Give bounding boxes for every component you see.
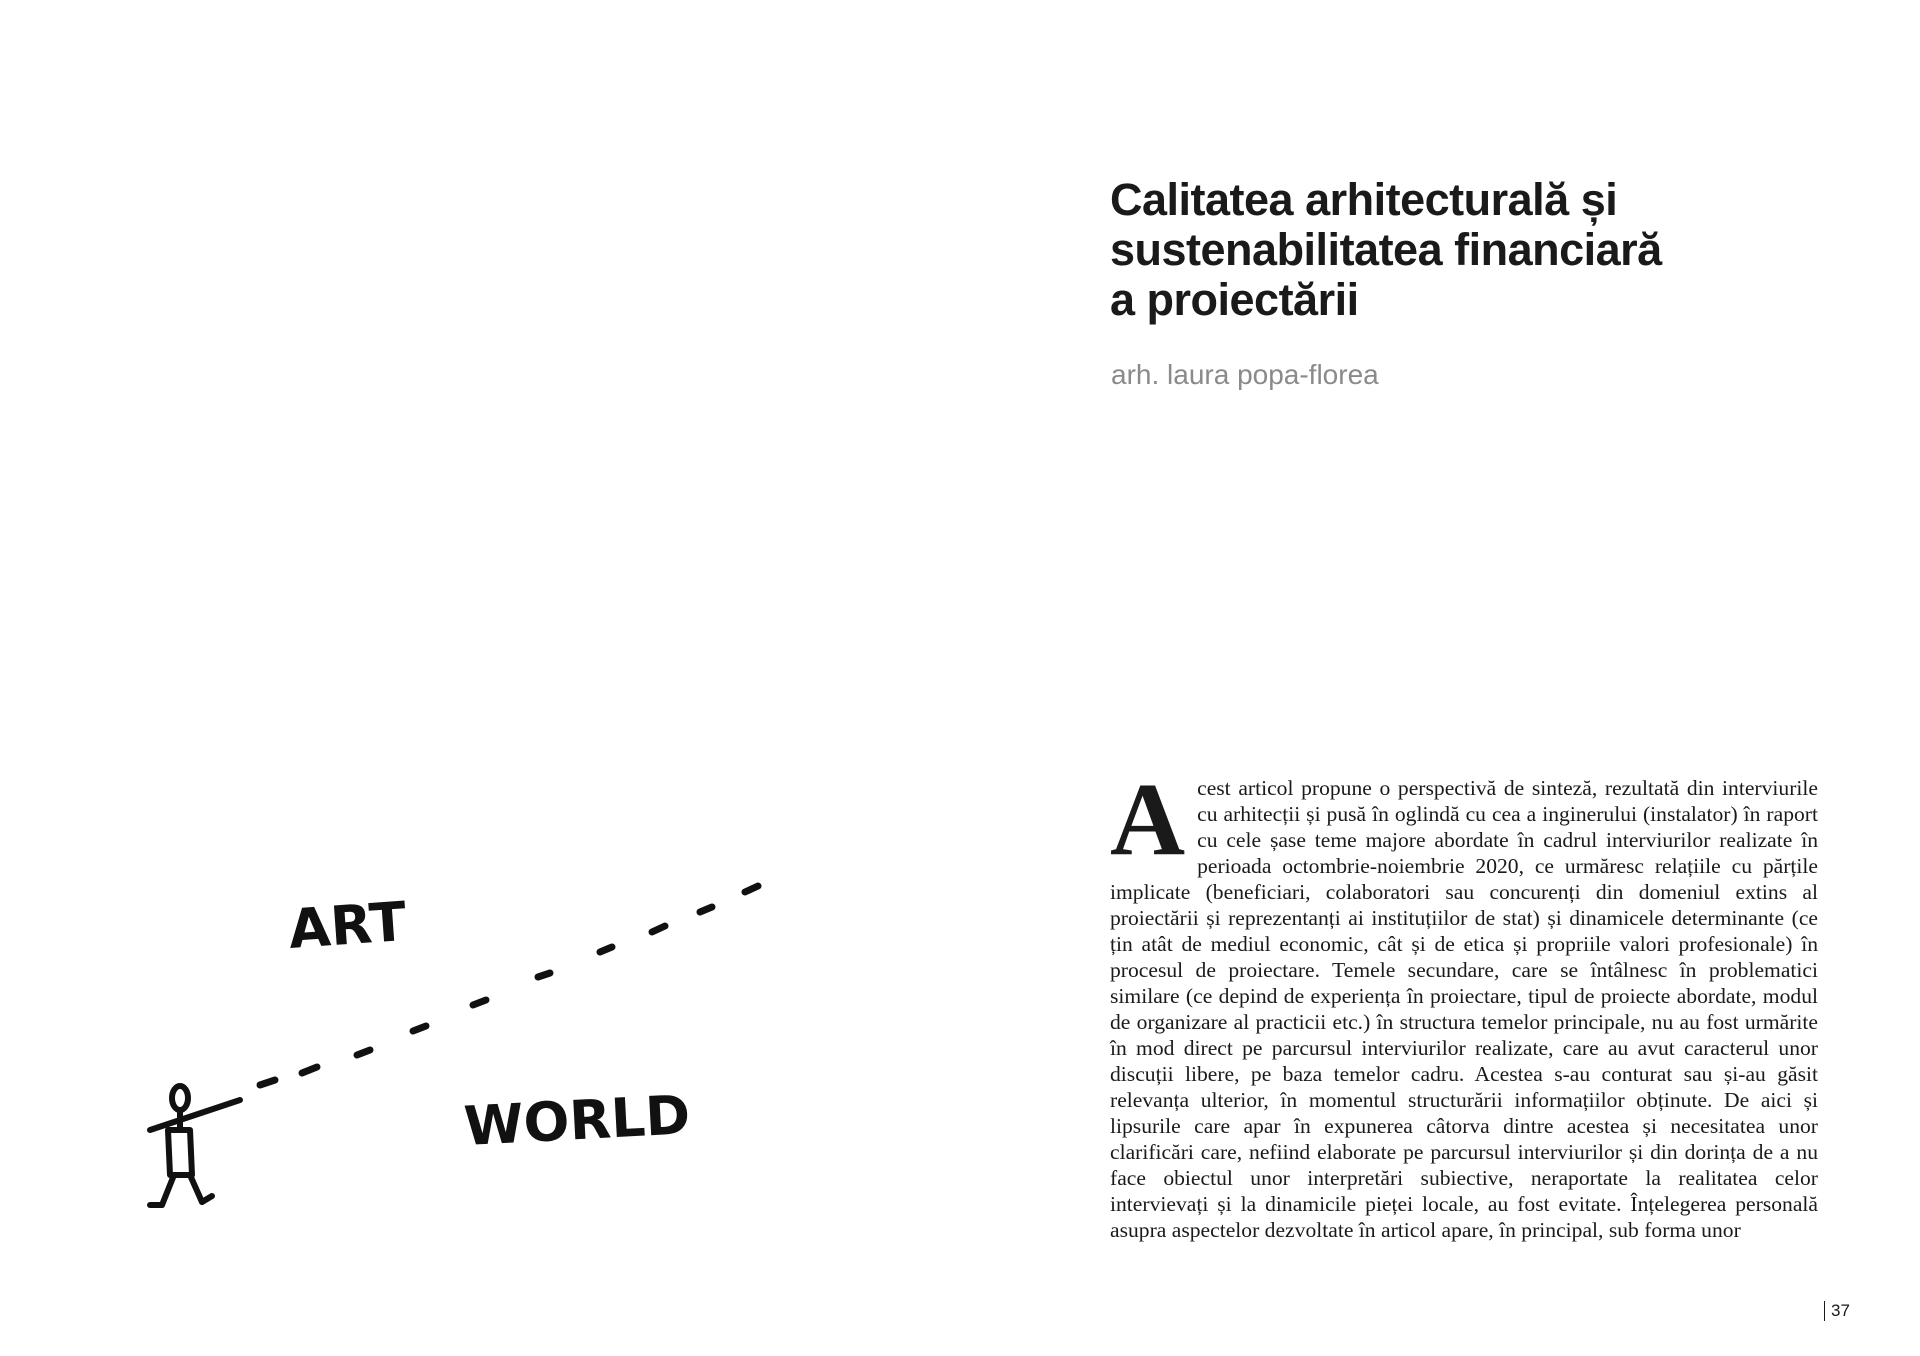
art-world-illustration	[130, 840, 830, 1220]
article-title	[1110, 175, 1750, 325]
article-title-line: a proiectării	[1110, 274, 1359, 325]
page-footer	[1824, 1300, 1850, 1322]
drop-cap: A	[1110, 762, 1186, 877]
stick-figure	[150, 1086, 240, 1205]
illustration-word-art: ART	[286, 889, 409, 961]
illustration-drawing	[130, 840, 830, 1220]
article-title-line: Calitatea arhitecturală și	[1110, 174, 1618, 225]
article-body	[1110, 762, 1818, 1243]
page-number: 37	[1831, 1301, 1850, 1320]
article-body-text: cest articol propune o perspectivă de sinteză, rezultată din interviurile cu arhitecții și pusă în oglindă cu cea a inginerului (instalator) în raport cu cele șase teme majore abordate în cadrul interviurilor realizate în perioada octombrie-noiembrie 2020, ce urmăresc relațiile cu părțile implicate (beneficiari, colaboratori sau concurenți din domeniul extins al proiectării și reprezentanți ai instituțiilor de stat) și dinamicele determinante (ce țin atât de mediul economic, cât și de etica și propriile valori profesionale) în procesul de proiectare. Temele secundare, care se întâlnesc în problematici similare (ce depind de experiența în proiectare, tipul de proiecte abordate, modul de organizare al practicii etc.) în structura temelor principale, nu au fost urmărite în mod direct pe parcursul interviurilor realizate, care au avut caracterul unor discuții libere, pe baza temelor cadru. Acestea s-au conturat sau și-au găsit relevanța ulterior, în momentul structurării informațiilor obținute. De aici și lipsurile care apar în expunerea câtorva dintre acestea și necesitatea unor clarificări care, nefiind elaborate pe parcursul interviurilor și din dorința de a nu face obiectul unor interpretări subiective, neraportate la realitatea celor intervievați și la dinamicile pieței locale, au fost evitate. Înțelegerea personală asupra aspectelor dezvoltate în articol apare, în principal, sub forma unor	[1110, 776, 1818, 1242]
article-author: arh. laura popa-florea	[1111, 359, 1379, 390]
page-number-divider	[1824, 1301, 1825, 1321]
article-title-line: sustenabilitatea financiară	[1110, 224, 1662, 275]
illustration-word-world: WORLD	[462, 1083, 692, 1158]
